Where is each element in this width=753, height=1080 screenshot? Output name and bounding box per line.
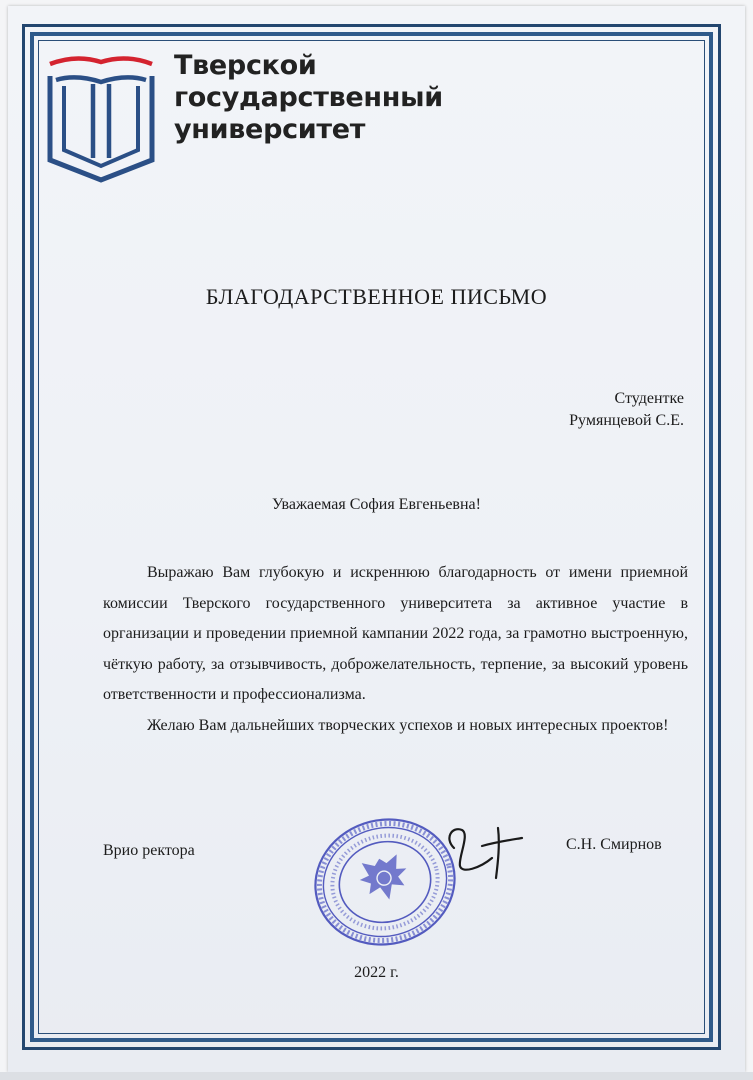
page-bottom-edge [0, 1072, 753, 1080]
recipient-block [569, 388, 684, 432]
university-name [174, 50, 443, 146]
letter-year: 2022 г. [354, 964, 399, 981]
body-paragraph-2: Желаю Вам дальнейших творческих успехов и новых интересных проектов! [147, 716, 669, 734]
university-logo-icon [46, 50, 156, 185]
body-paragraph-1: Выражаю Вам глубокую и искреннюю благодарность от имени приемной комиссии Тверского государственного университета за активное участие в организации и проведении приемной кампании 2022 года, за грамотно выстроенную, чёткую работу, за отзывчивость, доброжелательность, терпение, за высокий уровень ответственности и профессионализма. [103, 564, 688, 703]
university-name-line-3: университет [174, 114, 366, 145]
recipient-status: Студентке [614, 390, 684, 407]
signature-icon [440, 818, 530, 888]
stamp-icon [310, 812, 460, 952]
letter-title: БЛАГОДАРСТВЕННОЕ ПИСЬМО [205, 284, 548, 309]
letter-body [103, 558, 688, 741]
signatory-position: Врио ректора [103, 842, 195, 859]
recipient-name: Румянцевой С.Е. [569, 412, 684, 429]
salutation: Уважаемая София Евгеньевна! [272, 496, 481, 513]
university-name-line-2: государственный [174, 82, 443, 113]
university-name-line-1: Тверской [174, 50, 317, 81]
signatory-name: С.Н. Смирнов [566, 836, 662, 853]
